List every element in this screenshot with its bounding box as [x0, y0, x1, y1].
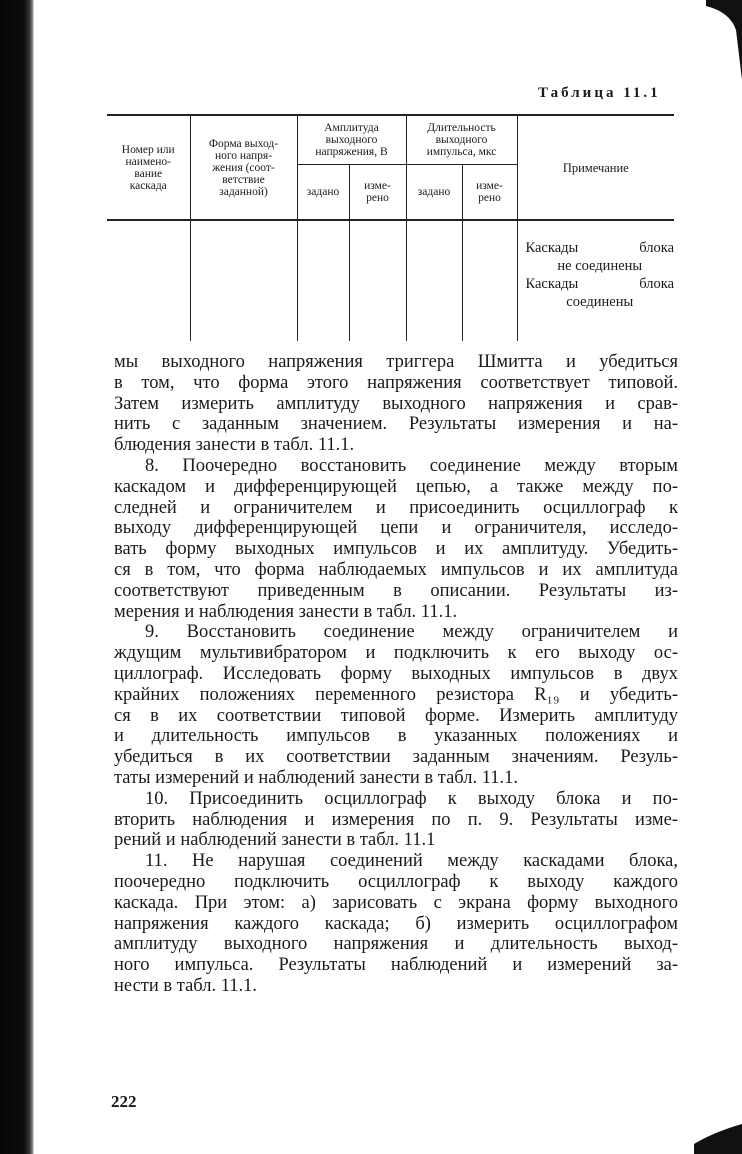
paragraph-step-10: 10. Присоединить осциллограф к выходу блока и по- вторить наблюдения и измерения по п. 9. Результаты изме- рений и наблюдений занести в табл. 11.1 — [114, 788, 678, 851]
header-dur-set: задано — [406, 165, 462, 220]
cell-waveform — [190, 220, 297, 341]
body-text — [114, 352, 678, 997]
cell-cascade — [107, 220, 190, 341]
header-waveform: Форма выход- ного напря- жения (соот- ветствие заданной) — [190, 115, 297, 219]
cell-dur-measured — [462, 220, 517, 341]
header-note: Примечание — [517, 115, 674, 219]
cell-amp-set — [297, 220, 349, 341]
paragraph-step-9: 9. Восстановить соединение между ограничителем и ждущим мультивибратором и подключить к его выходу ос- циллограф. Исследовать форму выходных импульсов в двух крайних положениях переменного резистора R₁₉ и убедить- ся в их соответствии типовой форме. Измерить амплитуду и длительность импульсов в указанных положениях и убедиться в их соответствии заданным значениям. Резуль- таты измерений и наблюдений занести в табл. 11.1. — [114, 622, 678, 788]
scan-corner-top — [706, 0, 742, 80]
cell-amp-measured — [349, 220, 406, 341]
paragraph-continued: мы выходного напряжения триггера Шмитта и убедиться в том, что форма этого напряжения соответствует типовой. Затем измерить амплитуду выходного напряжения и срав- нить с заданным значением. Результаты измерения и на- блюдения занести в табл. 11.1. — [114, 352, 678, 456]
cell-note — [517, 220, 674, 341]
table-row — [107, 220, 674, 341]
results-table — [107, 114, 674, 341]
paragraph-step-11: 11. Не нарушая соединений между каскадами блока, поочередно подключить осциллограф к выходу каждого каскада. При этом: а) зарисовать с экрана форму выходного напряжения каждого каскада; б) измерить осциллографом амплитуду выходного напряжения и длительность выход- ного импульса. Результаты наблюдений и измерений за- нести в табл. 11.1. — [114, 851, 678, 996]
paragraph-step-8: 8. Поочередно восстановить соединение между вторым каскадом и дифференцирующей цепью, а также между по- следней и ограничителем и присоединить осциллограф к выходу дифференцирующей цепи и ограничителя, исследо- вать форму выходных импульсов и их амплитуду. Убедить- ся в том, что форма наблюдаемых импульсов и их амплитуда соответствуют приведенным в описании. Результаты из- мерения и наблюдения занести в табл. 11.1. — [114, 455, 678, 622]
header-cascade: Номер или наимено- вание каскада — [107, 115, 190, 219]
header-amp-measured: изме- рено — [349, 165, 406, 220]
header-dur-measured: изме- рено — [462, 165, 517, 220]
note-2-second: соединены — [566, 294, 634, 310]
table-caption: Таблица 11.1 — [538, 85, 661, 101]
note-1-first: Каскады блока — [525, 240, 675, 256]
cell-dur-set — [406, 220, 462, 341]
header-amp-set: задано — [297, 165, 349, 220]
header-duration: Длительность выходного импульса, мкс — [406, 115, 517, 165]
scan-binding-edge — [0, 0, 34, 1154]
page-number: 222 — [111, 1092, 137, 1111]
note-2-first: Каскады блока — [525, 276, 675, 292]
scan-corner-bottom — [694, 1124, 742, 1154]
table-header-row — [107, 115, 674, 165]
note-1-second: не соединены — [557, 258, 643, 274]
header-amplitude: Амплитуда выходного напряжения, В — [297, 115, 406, 165]
